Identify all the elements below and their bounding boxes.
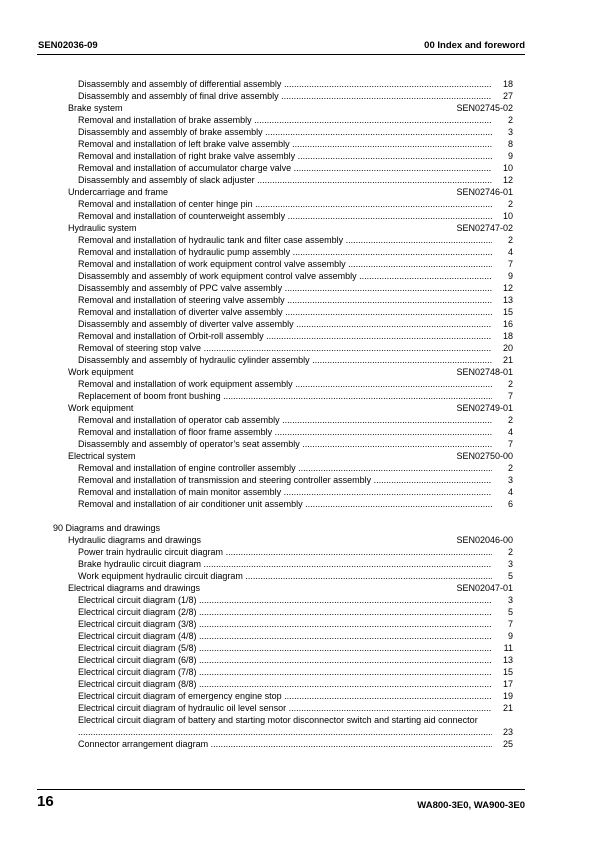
toc-entry-page: 12 (502, 283, 513, 293)
toc-entry (0, 198, 596, 210)
toc-entry (0, 702, 596, 714)
toc-entry (0, 618, 596, 630)
toc-entry-page: 6 (507, 499, 513, 509)
toc-entry (0, 594, 596, 606)
toc-entry (0, 378, 596, 390)
toc-section-code: SEN02046-00 (456, 535, 513, 545)
toc-entry (0, 414, 596, 426)
toc-entry-page: 18 (502, 331, 513, 341)
header-rule (37, 54, 525, 55)
section-title: 00 Index and foreword (424, 40, 525, 51)
toc-entry-title: Removal and installation of air conditioner unit assembly ..... (78, 498, 492, 510)
toc-entry-page: 2 (507, 547, 513, 557)
document-code: SEN02036-09 (38, 40, 98, 51)
toc-entry-page: 10 (502, 211, 513, 221)
toc-section-name: Electrical diagrams and drawings (68, 583, 201, 593)
toc-entry (0, 306, 596, 318)
toc-entry (0, 606, 596, 618)
toc-entry-title: Removal and installation of Orbit-roll assembly ..... (78, 330, 492, 342)
toc-entry-page: 10 (502, 163, 513, 173)
toc-section-heading (0, 366, 596, 378)
toc-entry-title: Disassembly and assembly of work equipment control valve assembly ..... (78, 270, 492, 282)
toc-entry-title: Electrical circuit diagram (3/8) ..... (78, 618, 492, 630)
toc-entry-title: Disassembly and assembly of hydraulic cylinder assembly ..... (78, 354, 492, 366)
toc-entry (0, 174, 596, 186)
toc-entry (0, 78, 596, 90)
toc-entry (0, 546, 596, 558)
toc-entry-title: Removal and installation of hydraulic tank and filter case assembly ..... (78, 234, 492, 246)
toc-section-code: SEN02750-00 (456, 451, 513, 461)
toc-entry-page: 2 (507, 379, 513, 389)
toc-entry-page: 12 (502, 175, 513, 185)
toc-entry (0, 474, 596, 486)
toc-entry-title: Removal and installation of counterweight assembly ..... (78, 210, 492, 222)
toc-section-code: SEN02748-01 (456, 367, 513, 377)
toc-entry-title: Removal and installation of diverter valve assembly ..... (78, 306, 492, 318)
toc-entry-continuation (0, 726, 596, 738)
toc-entry-wrapped-line (0, 714, 596, 726)
toc-entry-page: 23 (502, 727, 513, 737)
toc-entry-title: Electrical circuit diagram (1/8) ..... (78, 594, 492, 606)
footer-rule (37, 789, 525, 790)
toc-entry-title: Removal and installation of left brake valve assembly ..... (78, 138, 492, 150)
toc-entry (0, 234, 596, 246)
toc-entry-title: Removal and installation of brake assembly ..... (78, 114, 492, 126)
toc-entry-page: 7 (507, 439, 513, 449)
toc-entry (0, 150, 596, 162)
toc-entry (0, 210, 596, 222)
toc-entry-title: Electrical circuit diagram of battery and starting motor disconnector switch and starting aid connector (78, 715, 478, 725)
toc-entry-page: 7 (507, 391, 513, 401)
toc-section-name: Hydraulic system (68, 223, 137, 233)
toc-entry (0, 114, 596, 126)
toc-entry (0, 666, 596, 678)
toc-entry-title: Electrical circuit diagram (7/8) ..... (78, 666, 492, 678)
toc-entry (0, 570, 596, 582)
toc-entry-title: Disassembly and assembly of operator’s seat assembly ..... (78, 438, 492, 450)
toc-entry-title: Removal and installation of right brake valve assembly ..... (78, 150, 492, 162)
toc-entry (0, 282, 596, 294)
toc-entry-page: 4 (507, 487, 513, 497)
toc-entry (0, 126, 596, 138)
toc-entry-title: Power train hydraulic circuit diagram ..... (78, 546, 492, 558)
toc-part-heading (0, 522, 596, 534)
toc-entry (0, 462, 596, 474)
toc-entry-page: 7 (507, 619, 513, 629)
toc-entry (0, 438, 596, 450)
toc-entry-title: Electrical circuit diagram (6/8) ..... (78, 654, 492, 666)
toc-section-name: Electrical system (68, 451, 136, 461)
toc-entry (0, 390, 596, 402)
toc-entry-title: Removal and installation of operator cab assembly ..... (78, 414, 492, 426)
toc-entry-page: 3 (507, 559, 513, 569)
toc-entry (0, 138, 596, 150)
toc-entry-title: Electrical circuit diagram (8/8) ..... (78, 678, 492, 690)
toc-entry (0, 270, 596, 282)
toc-entry (0, 654, 596, 666)
toc-entry-page: 15 (502, 307, 513, 317)
toc-entry-page: 9 (507, 151, 513, 161)
toc-entry-title: Electrical circuit diagram of emergency engine stop ..... (78, 690, 492, 702)
toc-entry-title: Removal and installation of steering valve assembly ..... (78, 294, 492, 306)
toc-entry (0, 678, 596, 690)
toc-section-code: SEN02047-01 (456, 583, 513, 593)
toc-entry (0, 738, 596, 750)
toc-entry-title: Disassembly and assembly of brake assembly ..... (78, 126, 492, 138)
toc-entry-title: Electrical circuit diagram (2/8) ..... (78, 606, 492, 618)
toc-entry-title: Electrical circuit diagram (4/8) ..... (78, 630, 492, 642)
toc-entry-page: 13 (502, 295, 513, 305)
toc-entry-page: 19 (502, 691, 513, 701)
toc-entry (0, 690, 596, 702)
toc-entry-page: 4 (507, 427, 513, 437)
toc-section-heading (0, 402, 596, 414)
toc-section-code: SEN02749-01 (456, 403, 513, 413)
toc-section-name: Undercarriage and frame (68, 187, 169, 197)
toc-entry-title: Disassembly and assembly of differential assembly ..... (78, 78, 492, 90)
toc-entry-page: 3 (507, 595, 513, 605)
toc-entry-title: Connector arrangement diagram ..... (78, 738, 492, 750)
toc-entry-page: 21 (502, 703, 513, 713)
page-number: 16 (37, 793, 54, 810)
toc-entry-title: Disassembly and assembly of diverter valve assembly ..... (78, 318, 492, 330)
toc-section-heading (0, 102, 596, 114)
toc-spacer (0, 510, 596, 522)
toc-entry-page: 9 (507, 271, 513, 281)
toc-entry (0, 318, 596, 330)
toc-entry-title: Removal of steering stop valve ..... (78, 342, 492, 354)
model-designation: WA800-3E0, WA900-3E0 (417, 800, 525, 811)
toc-entry-page: 5 (507, 571, 513, 581)
toc-entry-page: 2 (507, 415, 513, 425)
toc-entry-page: 25 (502, 739, 513, 749)
toc-entry-page: 2 (507, 235, 513, 245)
toc-entry-page: 7 (507, 259, 513, 269)
toc-entry (0, 162, 596, 174)
toc-section-heading (0, 534, 596, 546)
toc-section-code: SEN02745-02 (456, 103, 513, 113)
toc-entry (0, 246, 596, 258)
toc-entry (0, 630, 596, 642)
toc-entry (0, 486, 596, 498)
toc-entry-page: 9 (507, 631, 513, 641)
toc-entry-page: 2 (507, 463, 513, 473)
toc-entry-title: Removal and installation of work equipment assembly ..... (78, 378, 492, 390)
toc-section-name: Work equipment (68, 403, 134, 413)
toc-entry (0, 558, 596, 570)
toc-entry-title: Replacement of boom front bushing ..... (78, 390, 492, 402)
toc-section-code: SEN02747-02 (456, 223, 513, 233)
toc-entry-page: 15 (502, 667, 513, 677)
toc-entry (0, 642, 596, 654)
toc-entry-page: 4 (507, 247, 513, 257)
toc-entry-title: Disassembly and assembly of slack adjuster ..... (78, 174, 492, 186)
toc-entry-page: 20 (502, 343, 513, 353)
toc-entry (0, 90, 596, 102)
toc-section-heading (0, 186, 596, 198)
toc-section-name: Brake system (68, 103, 123, 113)
toc-entry (0, 498, 596, 510)
toc-entry-title: Removal and installation of work equipment control valve assembly ..... (78, 258, 492, 270)
toc-entry-title: Removal and installation of floor frame assembly ..... (78, 426, 492, 438)
toc-entry-page: 2 (507, 199, 513, 209)
toc-entry-page: 18 (502, 79, 513, 89)
toc-entry-page: 13 (502, 655, 513, 665)
toc-entry-title: Removal and installation of hydraulic pump assembly ..... (78, 246, 492, 258)
toc-entry-title: Disassembly and assembly of final drive assembly ..... (78, 90, 492, 102)
toc-entry (0, 354, 596, 366)
toc-part-name: 90 Diagrams and drawings (53, 523, 161, 533)
table-of-contents (0, 78, 596, 750)
toc-entry (0, 426, 596, 438)
toc-entry (0, 342, 596, 354)
toc-entry-title: Removal and installation of accumulator charge valve ..... (78, 162, 492, 174)
toc-entry-title: Removal and installation of transmission and steering controller assembly ..... (78, 474, 492, 486)
toc-entry-page: 17 (502, 679, 513, 689)
toc-section-name: Work equipment (68, 367, 134, 377)
toc-section-name: Hydraulic diagrams and drawings (68, 535, 202, 545)
toc-entry-title: Disassembly and assembly of PPC valve assembly ..... (78, 282, 492, 294)
toc-entry-page: 8 (507, 139, 513, 149)
toc-section-code: SEN02746-01 (456, 187, 513, 197)
toc-entry-page: 21 (502, 355, 513, 365)
toc-entry-title: Electrical circuit diagram (5/8) ..... (78, 642, 492, 654)
toc-section-heading (0, 582, 596, 594)
toc-entry-title: Removal and installation of main monitor assembly ..... (78, 486, 492, 498)
toc-entry-title: Electrical circuit diagram of hydraulic oil level sensor ..... (78, 702, 492, 714)
toc-entry (0, 330, 596, 342)
toc-entry-page: 3 (507, 475, 513, 485)
toc-entry-title: Removal and installation of engine controller assembly ..... (78, 462, 492, 474)
toc-entry-page: 5 (507, 607, 513, 617)
toc-entry-leader (78, 726, 492, 738)
toc-section-heading (0, 450, 596, 462)
toc-entry-title: Work equipment hydraulic circuit diagram ..... (78, 570, 492, 582)
toc-entry-title: Brake hydraulic circuit diagram ..... (78, 558, 492, 570)
toc-entry-page: 27 (502, 91, 513, 101)
toc-entry-page: 3 (507, 127, 513, 137)
toc-entry (0, 258, 596, 270)
toc-entry-page: 16 (502, 319, 513, 329)
toc-entry-title: Removal and installation of center hinge pin ..... (78, 198, 492, 210)
toc-entry-page: 11 (503, 643, 513, 653)
toc-section-heading (0, 222, 596, 234)
toc-entry-page: 2 (507, 115, 513, 125)
toc-entry (0, 294, 596, 306)
